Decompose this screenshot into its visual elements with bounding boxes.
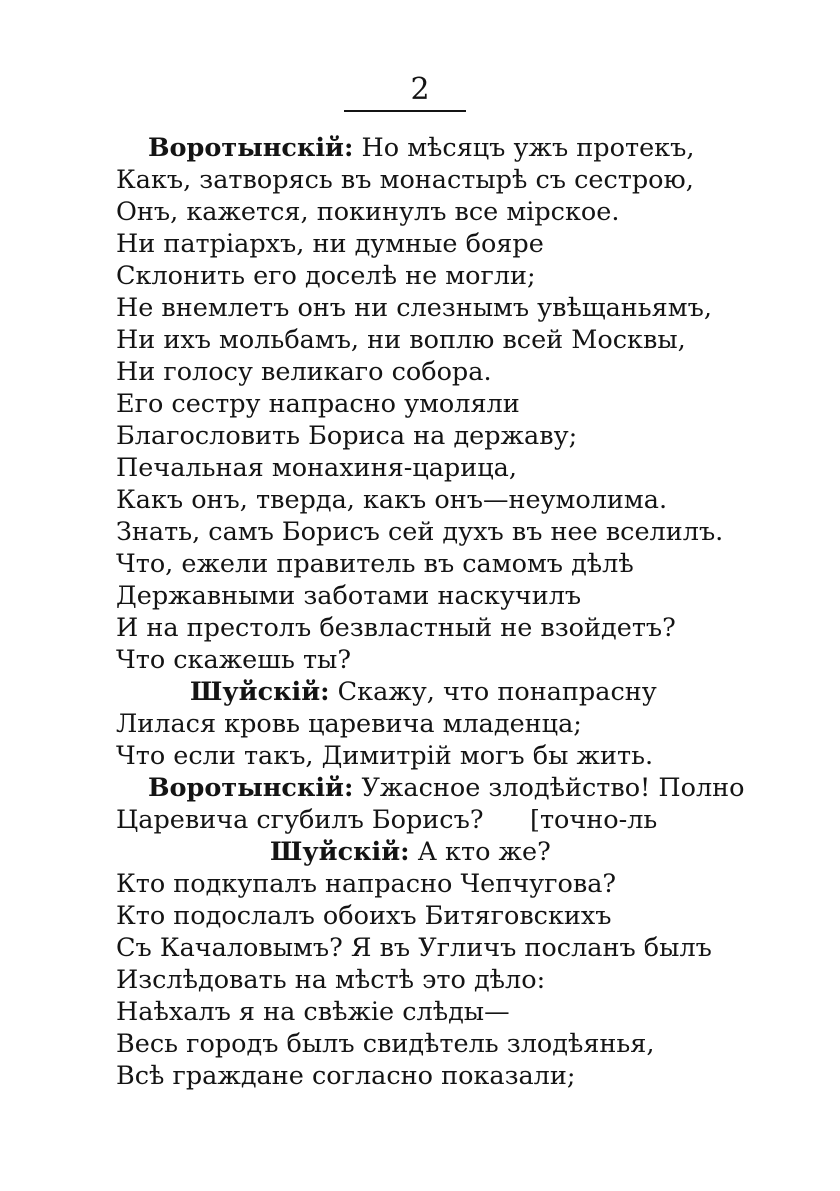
verse-line: Что если такъ, Димитрій могъ бы жить. (116, 741, 654, 771)
verse-line: Весь городъ былъ свидѣтель злодѣянья, (116, 1029, 655, 1059)
verse-line: Знать, самъ Борисъ сей духъ въ нее вселилъ. (116, 517, 724, 547)
verse-line: Всѣ граждане согласно показали; (116, 1061, 576, 1091)
line-text: Но мѣсяцъ ужъ протекъ, (361, 133, 695, 163)
verse-line: Ни голосу великаго собора. (116, 357, 492, 387)
header-rule (344, 110, 466, 112)
verse-line: Онъ, кажется, покинулъ все мірское. (116, 197, 620, 227)
verse-line: Наѣхалъ я на свѣжіе слѣды— (116, 997, 510, 1027)
verse-line: Склонить его доселѣ не могли; (116, 261, 536, 291)
verse-line: Ни ихъ мольбамъ, ни воплю всей Москвы, (116, 325, 686, 355)
page-number: 2 (410, 72, 430, 107)
speaker-name: Воротынскій: (148, 773, 354, 803)
verse-line (148, 132, 694, 164)
line-text: Ужасное злодѣйство! Полно (361, 773, 745, 803)
speaker-name: Воротынскій: (148, 133, 354, 163)
verse-line: Царевича сгубилъ Борисъ? (116, 805, 484, 835)
line-text: Скажу, что понапрасну (337, 677, 657, 707)
verse-line: Съ Качаловымъ? Я въ Угличъ посланъ былъ (116, 933, 712, 963)
verse-line (190, 676, 657, 708)
speaker-name: Шуйскій: (190, 677, 330, 707)
verse-line: Не внемлетъ онъ ни слезнымъ увѣщаньямъ, (116, 293, 712, 323)
verse-line: Какъ онъ, тверда, какъ онъ—неумолима. (116, 485, 668, 515)
verse-line: Кто подкупалъ напрасно Чепчугова? (116, 869, 617, 899)
verse-line: Кто подослалъ обоихъ Битяговскихъ (116, 901, 612, 931)
verse-line (270, 836, 551, 868)
verse-line (148, 772, 745, 804)
speaker-name: Шуйскій: (270, 837, 410, 867)
verse-line: Державными заботами наскучилъ (116, 581, 582, 611)
verse-line: Его сестру напрасно умоляли (116, 389, 520, 419)
verse-line: Какъ, затворясь въ монастырѣ съ сестрою, (116, 165, 694, 195)
verse-line: Благословить Бориса на державу; (116, 421, 578, 451)
verse-line: Что скажешь ты? (116, 645, 352, 675)
verse-line-continuation: [точно-ль (530, 805, 658, 835)
verse-line: И на престолъ безвластный не взойдетъ? (116, 613, 676, 643)
verse-line: Печальная монахиня-царица, (116, 453, 517, 483)
verse-line: Изслѣдовать на мѣстѣ это дѣло: (116, 965, 546, 995)
verse-line: Лилася кровь царевича младенца; (116, 709, 582, 739)
line-text: А кто же? (417, 837, 551, 867)
verse-line: Что, ежели правитель въ самомъ дѣлѣ (116, 549, 634, 579)
verse-line: Ни патріархъ, ни думные бояре (116, 229, 544, 259)
